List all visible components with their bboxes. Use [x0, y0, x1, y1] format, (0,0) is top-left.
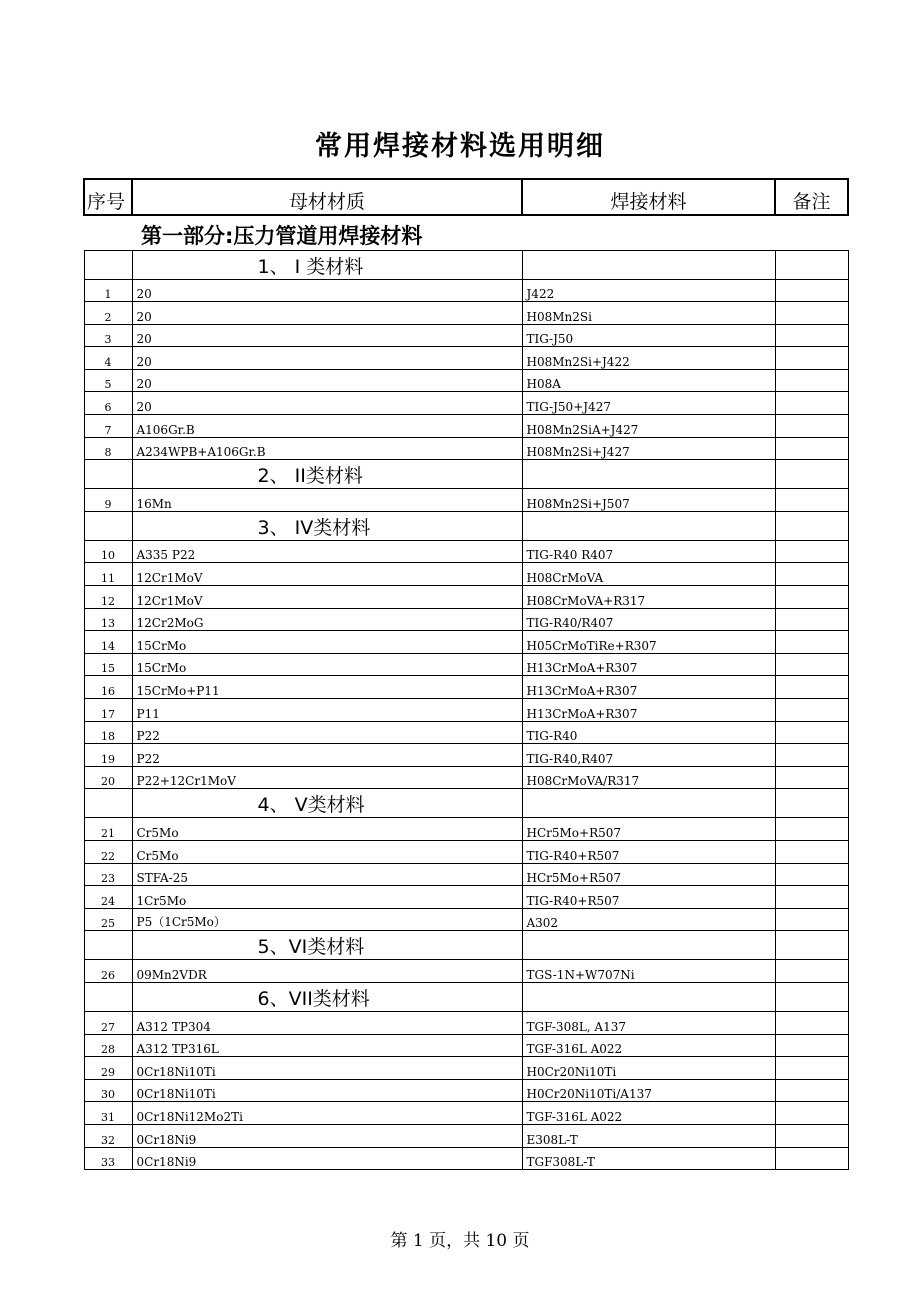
section-remark-cell: [775, 250, 848, 279]
table-row: [84, 540, 848, 563]
base-material-cell: 20: [132, 324, 522, 347]
base-material-cell: 20: [132, 369, 522, 392]
welding-material-cell: E308L-T: [522, 1124, 775, 1147]
remark-cell: [775, 1079, 848, 1102]
welding-material-cell: TGF308L-T: [522, 1147, 775, 1170]
section-row: [84, 931, 848, 960]
welding-material-cell: H08CrMoVA+R317: [522, 586, 775, 609]
section-title: 3、 IV类材料: [132, 511, 522, 540]
table-row: [84, 699, 848, 722]
welding-material-cell: H08CrMoVA/R317: [522, 766, 775, 789]
section-row: [84, 511, 848, 540]
section-seq-cell: [84, 511, 132, 540]
table-row: [84, 415, 848, 438]
welding-material-cell: H08Mn2Si+J422: [522, 347, 775, 370]
row-number: 2: [84, 302, 132, 325]
row-number: 28: [84, 1034, 132, 1057]
table-row: [84, 653, 848, 676]
row-number: 13: [84, 608, 132, 631]
section-remark-cell: [775, 789, 848, 818]
base-material-cell: 15CrMo: [132, 631, 522, 654]
welding-material-cell: H08Mn2Si+J507: [522, 489, 775, 512]
remark-cell: [775, 1011, 848, 1034]
base-material-cell: A106Gr.B: [132, 415, 522, 438]
row-number: 9: [84, 489, 132, 512]
base-material-cell: 12Cr1MoV: [132, 563, 522, 586]
remark-cell: [775, 279, 848, 302]
row-number: 14: [84, 631, 132, 654]
header-welding-material: 焊接材料: [522, 179, 775, 215]
table-row: [84, 347, 848, 370]
table-header-row: [84, 179, 848, 215]
remark-cell: [775, 586, 848, 609]
row-number: 27: [84, 1011, 132, 1034]
section-welding-cell: [522, 511, 775, 540]
welding-material-cell: H13CrMoA+R307: [522, 699, 775, 722]
row-number: 23: [84, 863, 132, 886]
base-material-cell: 0Cr18Ni10Ti: [132, 1079, 522, 1102]
welding-material-cell: TIG-J50: [522, 324, 775, 347]
remark-cell: [775, 392, 848, 415]
table-row: [84, 302, 848, 325]
base-material-cell: 0Cr18Ni9: [132, 1124, 522, 1147]
remark-cell: [775, 1057, 848, 1080]
table-row: [84, 369, 848, 392]
table-row: [84, 1011, 848, 1034]
remark-cell: [775, 676, 848, 699]
section-title: 5、VI类材料: [132, 931, 522, 960]
remark-cell: [775, 540, 848, 563]
remark-cell: [775, 766, 848, 789]
row-number: 4: [84, 347, 132, 370]
section-row: [84, 789, 848, 818]
welding-material-cell: A302: [522, 908, 775, 931]
remark-cell: [775, 886, 848, 909]
row-number: 33: [84, 1147, 132, 1170]
base-material-cell: 20: [132, 279, 522, 302]
welding-material-cell: H08A: [522, 369, 775, 392]
remark-cell: [775, 347, 848, 370]
welding-material-cell: TIG-R40+R507: [522, 886, 775, 909]
table-row: [84, 1124, 848, 1147]
row-number: 24: [84, 886, 132, 909]
page-title: 常用焊接材料选用明细: [315, 131, 605, 162]
welding-material-cell: TIG-J50+J427: [522, 392, 775, 415]
section-title: 4、 V类材料: [132, 789, 522, 818]
remark-cell: [775, 818, 848, 841]
section-welding-cell: [522, 982, 775, 1011]
row-number: 17: [84, 699, 132, 722]
remark-cell: [775, 1034, 848, 1057]
base-material-cell: 12Cr2MoG: [132, 608, 522, 631]
remark-cell: [775, 302, 848, 325]
table-row: [84, 279, 848, 302]
remark-cell: [775, 840, 848, 863]
remark-cell: [775, 1102, 848, 1125]
section-remark-cell: [775, 931, 848, 960]
row-number: 25: [84, 908, 132, 931]
table-row: [84, 324, 848, 347]
section-remark-cell: [775, 982, 848, 1011]
row-number: 5: [84, 369, 132, 392]
remark-cell: [775, 437, 848, 460]
table-row: [84, 1057, 848, 1080]
base-material-cell: P22: [132, 744, 522, 767]
header-base-material: 母材材质: [132, 179, 522, 215]
base-material-cell: A335 P22: [132, 540, 522, 563]
welding-material-cell: TGF-316L A022: [522, 1034, 775, 1057]
table-row: [84, 908, 848, 931]
welding-material-cell: H08Mn2Si+J427: [522, 437, 775, 460]
remark-cell: [775, 489, 848, 512]
table-row: [84, 437, 848, 460]
table-row: [84, 489, 848, 512]
row-number: 11: [84, 563, 132, 586]
remark-cell: [775, 960, 848, 983]
section-row: [84, 250, 848, 279]
header-remark: 备注: [775, 179, 848, 215]
row-number: 20: [84, 766, 132, 789]
section-welding-cell: [522, 250, 775, 279]
row-number: 21: [84, 818, 132, 841]
section-title: 1、 I 类材料: [132, 250, 522, 279]
remark-cell: [775, 415, 848, 438]
welding-material-cell: H13CrMoA+R307: [522, 676, 775, 699]
base-material-cell: 16Mn: [132, 489, 522, 512]
table-row: [84, 766, 848, 789]
remark-cell: [775, 1124, 848, 1147]
section-welding-cell: [522, 931, 775, 960]
base-material-cell: STFA-25: [132, 863, 522, 886]
section-row: [84, 460, 848, 489]
base-material-cell: 0Cr18Ni9: [132, 1147, 522, 1170]
table-row: [84, 818, 848, 841]
row-number: 1: [84, 279, 132, 302]
table-row: [84, 1147, 848, 1170]
section-row: [84, 982, 848, 1011]
row-number: 8: [84, 437, 132, 460]
base-material-cell: 0Cr18Ni10Ti: [132, 1057, 522, 1080]
remark-cell: [775, 908, 848, 931]
base-material-cell: A312 TP316L: [132, 1034, 522, 1057]
welding-material-cell: TGF-316L A022: [522, 1102, 775, 1125]
remark-cell: [775, 863, 848, 886]
welding-material-cell: H13CrMoA+R307: [522, 653, 775, 676]
welding-material-cell: TIG-R40: [522, 721, 775, 744]
welding-material-cell: J422: [522, 279, 775, 302]
table-row: [84, 721, 848, 744]
row-number: 29: [84, 1057, 132, 1080]
table-row: [84, 1079, 848, 1102]
section-remark-cell: [775, 511, 848, 540]
base-material-cell: P22: [132, 721, 522, 744]
welding-material-cell: HCr5Mo+R507: [522, 863, 775, 886]
welding-material-cell: TIG-R40 R407: [522, 540, 775, 563]
remark-cell: [775, 721, 848, 744]
welding-material-cell: H08Mn2Si: [522, 302, 775, 325]
base-material-cell: 1Cr5Mo: [132, 886, 522, 909]
section-seq-cell: [84, 789, 132, 818]
base-material-cell: 20: [132, 347, 522, 370]
section-seq-cell: [84, 460, 132, 489]
table-row: [84, 840, 848, 863]
section-seq-cell: [84, 982, 132, 1011]
row-number: 30: [84, 1079, 132, 1102]
row-number: 22: [84, 840, 132, 863]
base-material-cell: P5（1Cr5Mo）: [132, 908, 522, 931]
row-number: 19: [84, 744, 132, 767]
section-title: 2、 II类材料: [132, 460, 522, 489]
welding-material-cell: H0Cr20Ni10Ti/A137: [522, 1079, 775, 1102]
row-number: 15: [84, 653, 132, 676]
table-row: [84, 1034, 848, 1057]
base-material-cell: 12Cr1MoV: [132, 586, 522, 609]
base-material-cell: Cr5Mo: [132, 840, 522, 863]
row-number: 26: [84, 960, 132, 983]
welding-material-cell: TIG-R40+R507: [522, 840, 775, 863]
base-material-cell: P22+12Cr1MoV: [132, 766, 522, 789]
base-material-cell: 20: [132, 392, 522, 415]
welding-material-cell: HCr5Mo+R507: [522, 818, 775, 841]
remark-cell: [775, 608, 848, 631]
row-number: 6: [84, 392, 132, 415]
table-row: [84, 563, 848, 586]
welding-material-cell: TGS-1N+W707Ni: [522, 960, 775, 983]
remark-cell: [775, 1147, 848, 1170]
base-material-cell: 09Mn2VDR: [132, 960, 522, 983]
base-material-cell: 15CrMo: [132, 653, 522, 676]
table-row: [84, 631, 848, 654]
base-material-cell: 20: [132, 302, 522, 325]
row-number: 16: [84, 676, 132, 699]
row-number: 12: [84, 586, 132, 609]
welding-material-cell: TIG-R40/R407: [522, 608, 775, 631]
table-row: [84, 392, 848, 415]
remark-cell: [775, 699, 848, 722]
welding-materials-table: [83, 178, 849, 1170]
welding-material-cell: H05CrMoTiRe+R307: [522, 631, 775, 654]
remark-cell: [775, 563, 848, 586]
section-seq-cell: [84, 931, 132, 960]
row-number: 7: [84, 415, 132, 438]
table-row: [84, 886, 848, 909]
base-material-cell: 0Cr18Ni12Mo2Ti: [132, 1102, 522, 1125]
welding-material-cell: H08Mn2SiA+J427: [522, 415, 775, 438]
base-material-cell: A312 TP304: [132, 1011, 522, 1034]
remark-cell: [775, 631, 848, 654]
welding-material-cell: H08CrMoVA: [522, 563, 775, 586]
page-footer: 第 1 页，共 10 页: [390, 1231, 530, 1251]
row-number: 32: [84, 1124, 132, 1147]
table-row: [84, 586, 848, 609]
welding-material-cell: TIG-R40,R407: [522, 744, 775, 767]
base-material-cell: A234WPB+A106Gr.B: [132, 437, 522, 460]
base-material-cell: 15CrMo+P11: [132, 676, 522, 699]
table-row: [84, 676, 848, 699]
table-row: [84, 960, 848, 983]
part-heading-row: [84, 215, 848, 250]
section-remark-cell: [775, 460, 848, 489]
part-heading: 第一部分:压力管道用焊接材料: [141, 223, 423, 248]
base-material-cell: Cr5Mo: [132, 818, 522, 841]
remark-cell: [775, 324, 848, 347]
header-seq: 序号: [84, 179, 132, 215]
row-number: 10: [84, 540, 132, 563]
table-row: [84, 608, 848, 631]
table-row: [84, 863, 848, 886]
row-number: 3: [84, 324, 132, 347]
section-welding-cell: [522, 789, 775, 818]
remark-cell: [775, 653, 848, 676]
welding-material-cell: H0Cr20Ni10Ti: [522, 1057, 775, 1080]
remark-cell: [775, 744, 848, 767]
welding-material-cell: TGF-308L, A137: [522, 1011, 775, 1034]
base-material-cell: P11: [132, 699, 522, 722]
section-seq-cell: [84, 250, 132, 279]
remark-cell: [775, 369, 848, 392]
row-number: 18: [84, 721, 132, 744]
table-row: [84, 1102, 848, 1125]
row-number: 31: [84, 1102, 132, 1125]
section-welding-cell: [522, 460, 775, 489]
section-title: 6、VII类材料: [132, 982, 522, 1011]
table-row: [84, 744, 848, 767]
